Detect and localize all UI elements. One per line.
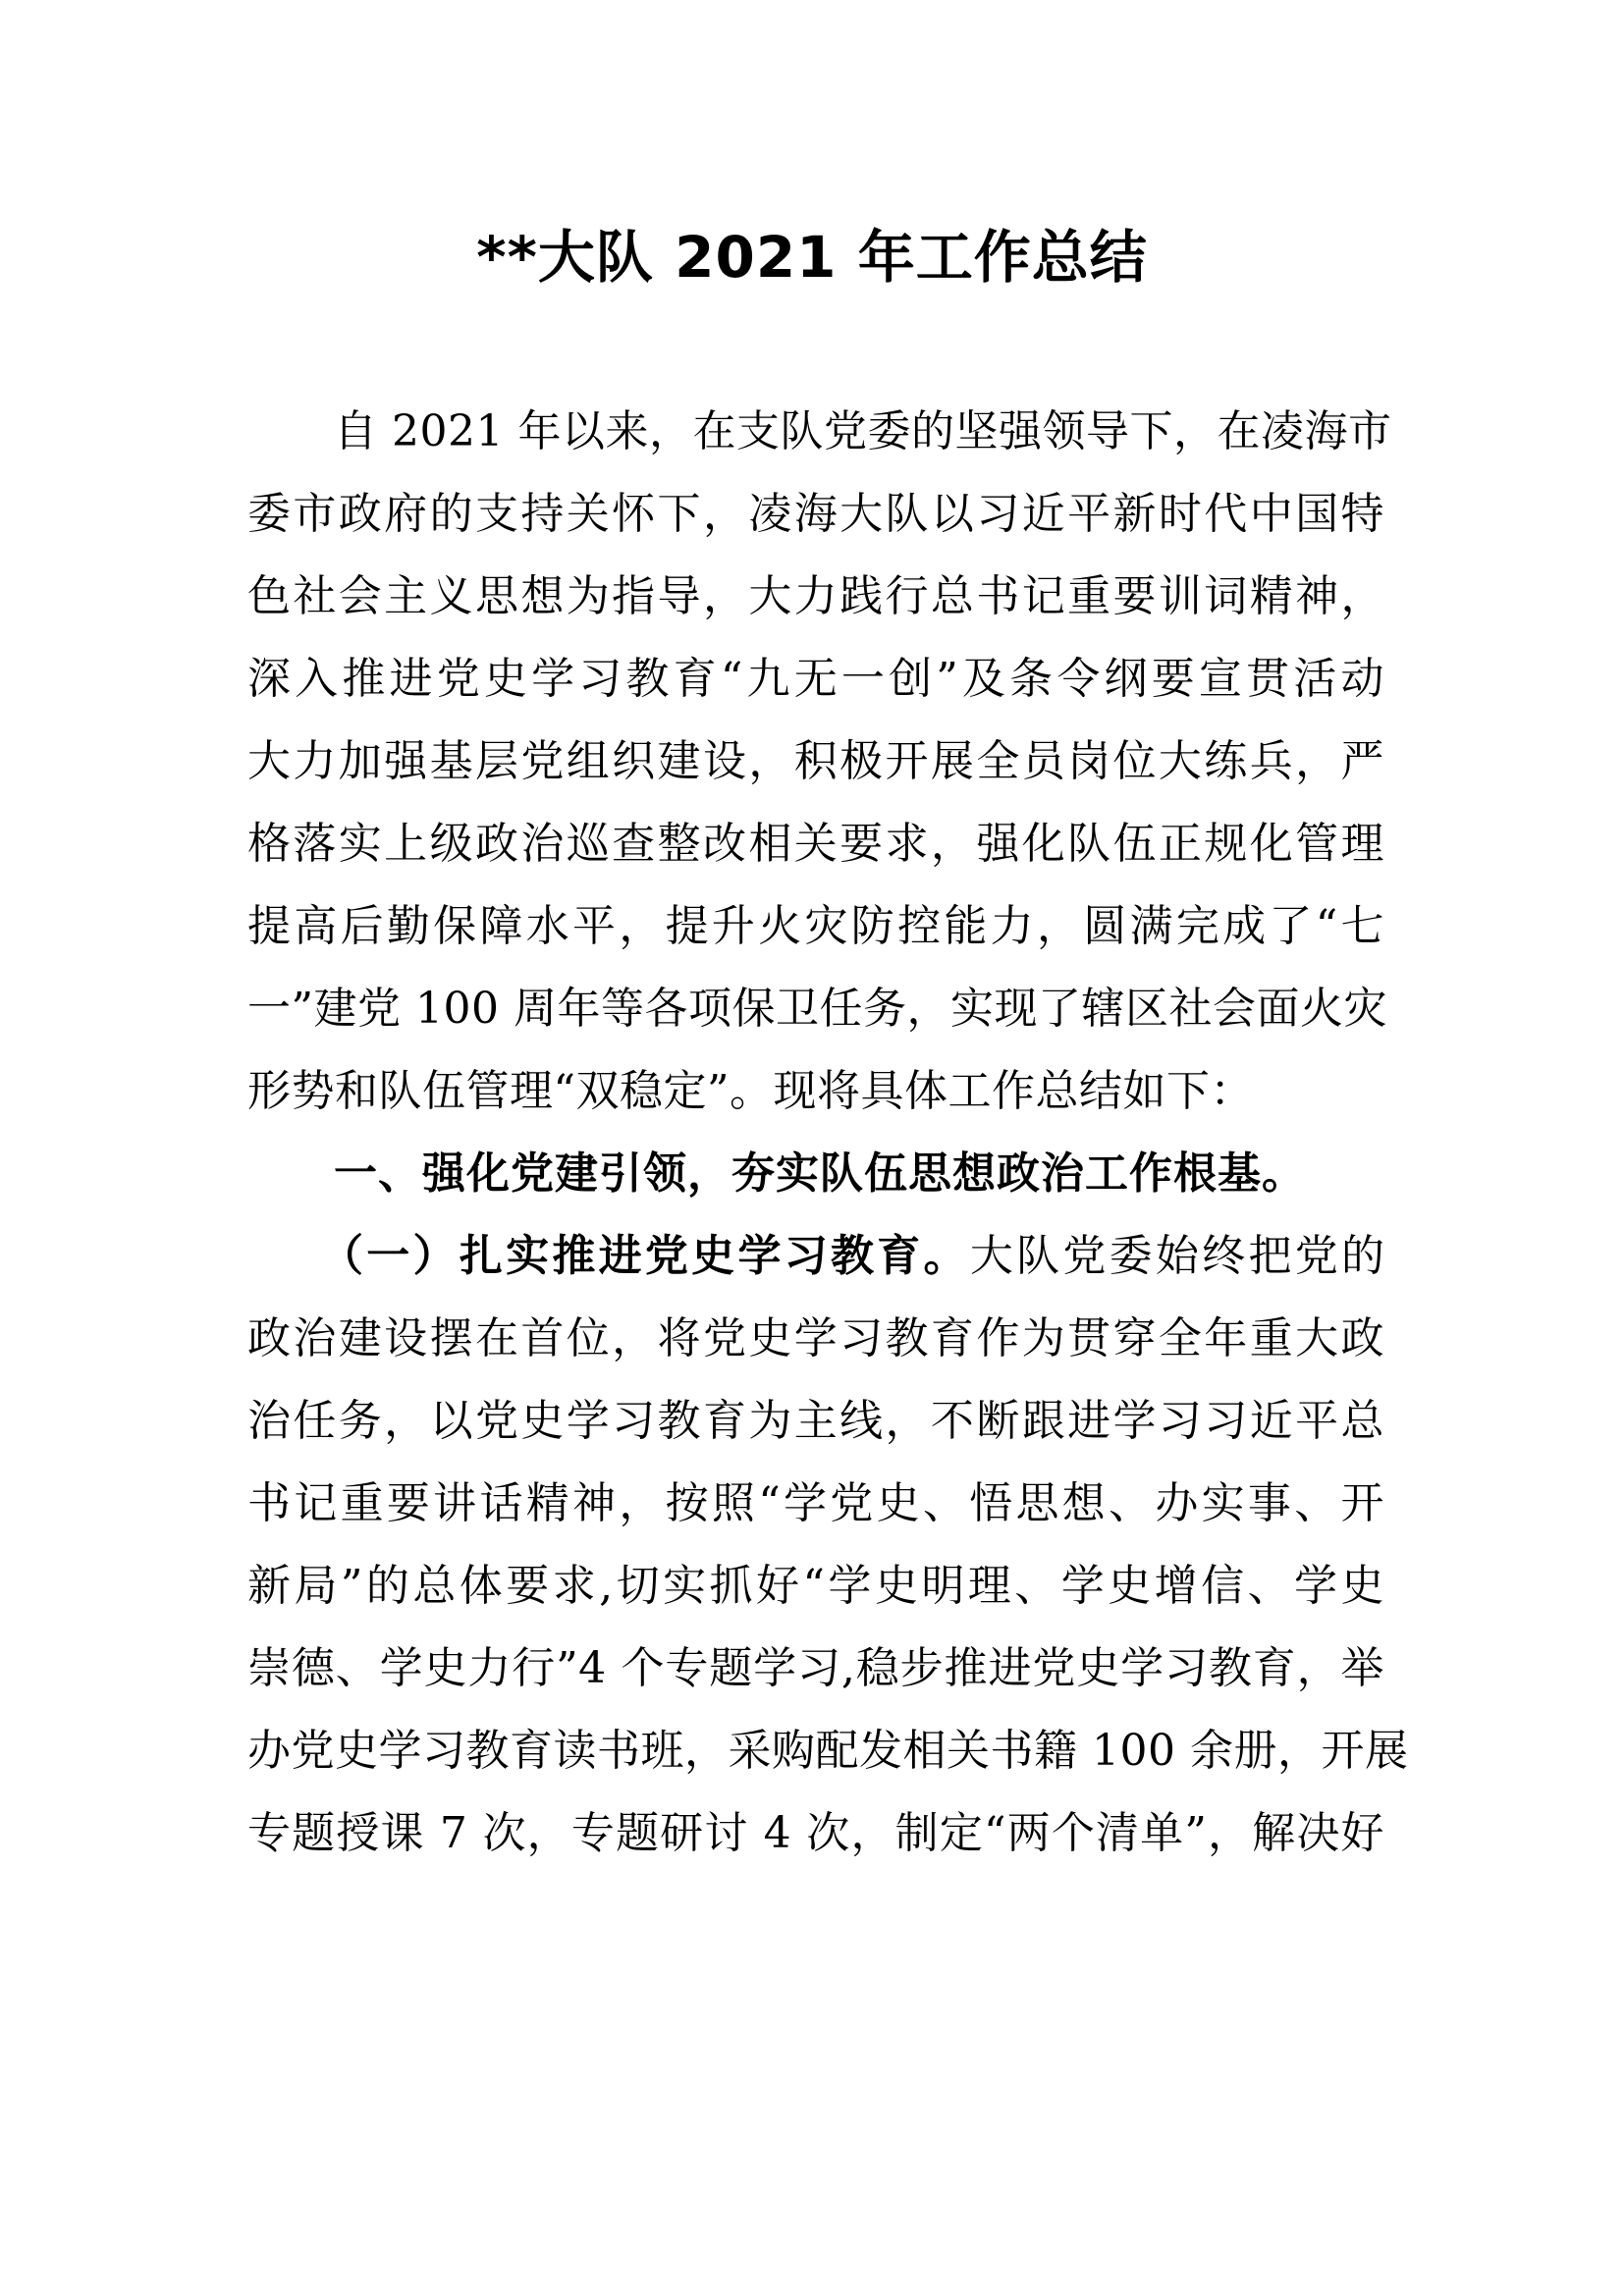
- paragraph-line: 新局”的总体要求,切实抓好“学史明理、学史增信、学史: [247, 1561, 1384, 1611]
- paragraph-line: 政治建设摆在首位，将党史学习教育作为贯穿全年重大政: [247, 1313, 1384, 1363]
- paragraph-line: 自 2021 年以来，在支队党委的坚强领导下，在凌海市: [334, 406, 1392, 456]
- paragraph-line: 形势和队伍管理“双稳定”。现将具体工作总结如下：: [247, 1066, 1254, 1116]
- section-heading: 一、强化党建引领，夯实队伍思想政治工作根基。: [334, 1148, 1306, 1199]
- document-title: **大队 2021 年工作总结: [476, 224, 1148, 291]
- subsection-first-text: 大队党委始终把党的: [969, 1231, 1385, 1281]
- subsection-heading: （一）扎实推进党史学习教育。: [320, 1231, 970, 1281]
- paragraph-line: 格落实上级政治巡查整改相关要求，强化队伍正规化管理: [247, 819, 1384, 869]
- paragraph-line: 专题授课 7 次，专题研讨 4 次，制定“两个清单”，解决好: [247, 1808, 1384, 1858]
- subsection-first-line: [320, 1217, 1384, 1296]
- paragraph-line: 书记重要讲话精神，按照“学党史、悟思想、办实事、开: [247, 1478, 1384, 1528]
- paragraph-line: 提高后勤保障水平，提升火灾防控能力，圆满完成了“七: [247, 901, 1384, 951]
- paragraph-line: 办党史学习教育读书班，采购配发相关书籍 100 余册，开展: [247, 1726, 1409, 1776]
- paragraph-line: 崇德、学史力行”4 个专题学习,稳步推进党史学习教育，举: [247, 1643, 1384, 1693]
- paragraph-line: 色社会主义思想为指导，大力践行总书记重要训词精神，: [247, 571, 1384, 621]
- paragraph-line: 委市政府的支持关怀下，凌海大队以习近平新时代中国特: [247, 489, 1384, 539]
- paragraph-line: 大力加强基层党组织建设，积极开展全员岗位大练兵，严: [247, 736, 1384, 786]
- paragraph-line: 一”建党 100 周年等各项保卫任务，实现了辖区社会面火灾: [247, 984, 1387, 1034]
- paragraph-line: 治任务，以党史学习教育为主线，不断跟进学习习近平总: [247, 1396, 1384, 1446]
- paragraph-line: 深入推进党史学习教育“九无一创”及条令纲要宣贯活动: [247, 654, 1384, 704]
